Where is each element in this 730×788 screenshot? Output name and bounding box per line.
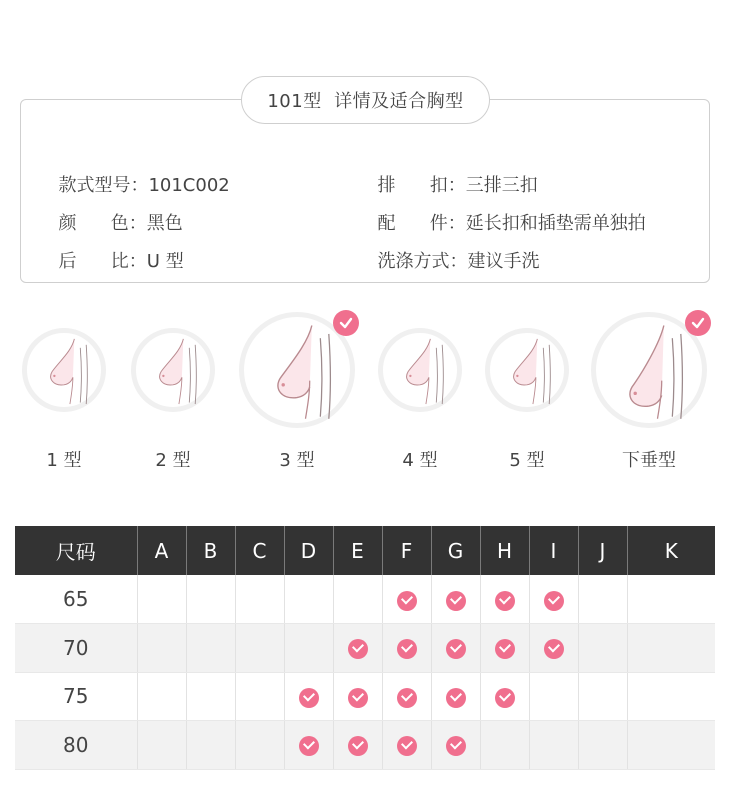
info-value: U 型: [146, 251, 184, 272]
cup-fit-cell: [235, 672, 284, 721]
band-size-cell: 70: [15, 624, 137, 673]
selected-check-icon: [333, 310, 359, 336]
info-title: 101型 详情及适合胸型: [241, 76, 490, 124]
body-silhouette-icon: [378, 328, 462, 412]
cup-fit-cell: [627, 672, 715, 721]
info-label: 配 件：: [377, 213, 466, 234]
cup-fit-cell: [431, 624, 480, 673]
shape-label: 5 型: [509, 450, 545, 471]
band-size-cell: 65: [15, 575, 137, 624]
cup-column-header: F: [382, 526, 431, 575]
cup-fit-cell: [137, 721, 186, 770]
info-value: 101C002: [148, 175, 230, 196]
fit-check-icon: [299, 736, 319, 756]
cup-fit-cell: [333, 624, 382, 673]
cup-fit-cell: [186, 672, 235, 721]
cup-fit-cell: [431, 672, 480, 721]
cup-fit-cell: [186, 624, 235, 673]
cup-fit-cell: [284, 672, 333, 721]
fit-check-icon: [495, 591, 515, 611]
cup-fit-cell: [480, 575, 529, 624]
size-row: [15, 721, 715, 770]
cup-fit-cell: [627, 624, 715, 673]
shape-label: 3 型: [279, 450, 315, 471]
cup-column-header: K: [627, 526, 715, 575]
shape-label: 下垂型: [622, 450, 676, 471]
fit-check-icon: [348, 688, 368, 708]
cup-column-header: I: [529, 526, 578, 575]
fit-check-icon: [495, 639, 515, 659]
cup-fit-cell: [137, 672, 186, 721]
info-value: 延长扣和插垫需单独拍: [465, 213, 646, 234]
cup-fit-cell: [431, 575, 480, 624]
cup-fit-cell: [333, 721, 382, 770]
cup-fit-cell: [578, 721, 627, 770]
cup-fit-cell: [529, 575, 578, 624]
cup-fit-cell: [235, 575, 284, 624]
fit-check-icon: [397, 591, 417, 611]
cup-fit-cell: [578, 624, 627, 673]
size-column-header: 尺码: [15, 526, 137, 575]
cup-column-header: J: [578, 526, 627, 575]
cup-fit-cell: [284, 624, 333, 673]
shape-label: 1 型: [46, 450, 82, 471]
body-silhouette-icon: [485, 328, 569, 412]
selected-check-icon: [685, 310, 711, 336]
shape-label: 4 型: [402, 450, 438, 471]
fit-check-icon: [348, 736, 368, 756]
cup-fit-cell: [137, 624, 186, 673]
cup-fit-cell: [186, 721, 235, 770]
fit-check-icon: [397, 688, 417, 708]
info-label: 后 比：: [58, 251, 147, 272]
cup-column-header: D: [284, 526, 333, 575]
cup-fit-cell: [284, 575, 333, 624]
cup-fit-cell: [480, 624, 529, 673]
info-value: 三排三扣: [465, 175, 538, 196]
fit-check-icon: [397, 736, 417, 756]
cup-fit-cell: [284, 721, 333, 770]
size-fit-table: [15, 526, 715, 770]
cup-fit-cell: [480, 721, 529, 770]
cup-fit-cell: [529, 721, 578, 770]
body-silhouette-icon: [22, 328, 106, 412]
info-label: 排 扣：: [377, 175, 466, 196]
size-row: [15, 575, 715, 624]
info-row-washing: [366, 226, 539, 274]
cup-fit-cell: [529, 672, 578, 721]
size-row: [15, 624, 715, 673]
cup-fit-cell: [235, 721, 284, 770]
cup-fit-cell: [627, 721, 715, 770]
cup-fit-cell: [235, 624, 284, 673]
fit-check-icon: [299, 688, 319, 708]
cup-column-header: C: [235, 526, 284, 575]
cup-column-header: E: [333, 526, 382, 575]
body-silhouette-icon: [131, 328, 215, 412]
cup-fit-cell: [333, 575, 382, 624]
info-label: 颜 色：: [58, 213, 147, 234]
cup-fit-cell: [480, 672, 529, 721]
cup-column-header: B: [186, 526, 235, 575]
band-size-cell: 75: [15, 672, 137, 721]
fit-check-icon: [397, 639, 417, 659]
fit-check-icon: [446, 639, 466, 659]
cup-fit-cell: [431, 721, 480, 770]
cup-fit-cell: [382, 575, 431, 624]
fit-check-icon: [446, 736, 466, 756]
info-label: 洗涤方式：: [377, 251, 468, 272]
fit-check-icon: [446, 688, 466, 708]
shape-label: 2 型: [155, 450, 191, 471]
info-value: 建议手洗: [467, 251, 540, 272]
fit-check-icon: [446, 591, 466, 611]
fit-check-icon: [495, 688, 515, 708]
size-table-header: [15, 526, 715, 575]
info-value: 黑色: [146, 213, 183, 234]
info-label: 款式型号：: [58, 175, 149, 196]
cup-fit-cell: [529, 624, 578, 673]
info-row-back: [47, 226, 184, 274]
cup-fit-cell: [382, 721, 431, 770]
fit-check-icon: [544, 639, 564, 659]
cup-column-header: G: [431, 526, 480, 575]
cup-column-header: A: [137, 526, 186, 575]
cup-fit-cell: [578, 575, 627, 624]
cup-fit-cell: [382, 672, 431, 721]
fit-check-icon: [544, 591, 564, 611]
cup-fit-cell: [578, 672, 627, 721]
fit-check-icon: [348, 639, 368, 659]
cup-fit-cell: [137, 575, 186, 624]
band-size-cell: 80: [15, 721, 137, 770]
cup-fit-cell: [627, 575, 715, 624]
cup-fit-cell: [333, 672, 382, 721]
cup-fit-cell: [186, 575, 235, 624]
cup-fit-cell: [382, 624, 431, 673]
size-row: [15, 672, 715, 721]
cup-column-header: H: [480, 526, 529, 575]
